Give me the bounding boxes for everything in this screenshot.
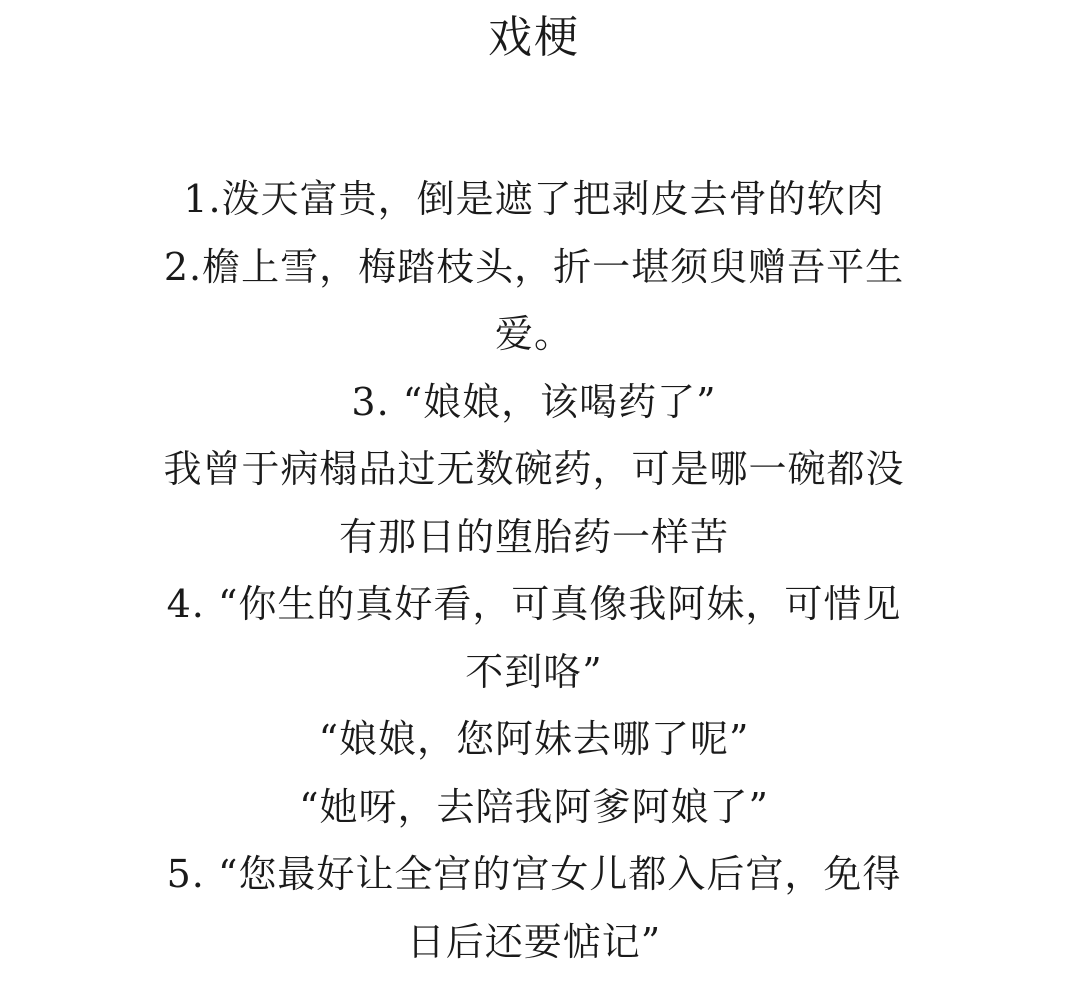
text-line: “娘娘，您阿妹去哪了呢” <box>318 717 750 761</box>
text-line: “她呀，去陪我阿爹阿娘了” <box>299 784 769 829</box>
page-title: 戏梗 <box>488 12 580 63</box>
text-line: 1.泼天富贵，倒是遮了把剥皮去骨的软肉 <box>183 177 885 221</box>
text-body <box>0 166 1068 976</box>
text-line: 我曾于病榻品过无数碗药，可是哪一碗都没 <box>163 447 905 491</box>
text-line: 日后还要惦记” <box>406 919 662 964</box>
text-line: 不到咯” <box>465 649 603 694</box>
text-line: 4. “你生的真好看，可真像我阿妹，可惜见 <box>166 582 902 626</box>
text-line: 有那日的堕胎药一样苦 <box>338 514 729 559</box>
text-line: 5. “您最好让全宫的宫女儿都入后宫，免得 <box>166 852 902 896</box>
text-line: 爱。 <box>494 312 573 356</box>
text-line: 2.檐上雪，梅踏枝头，折一堪须臾赠吾平生 <box>163 244 905 289</box>
text-line: 3. “娘娘，该喝药了” <box>351 379 717 424</box>
